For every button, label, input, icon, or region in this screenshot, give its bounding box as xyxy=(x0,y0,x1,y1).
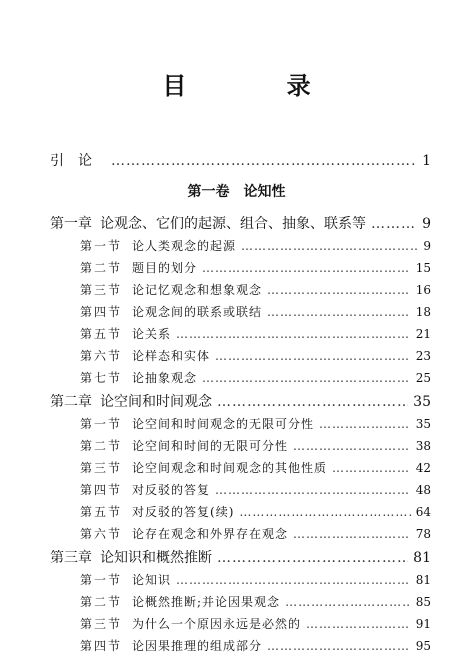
section-label: 第一节 xyxy=(80,239,123,253)
leader-dots xyxy=(215,349,411,363)
volume-title: 第一卷 论知性 xyxy=(187,184,286,200)
section-name: 论存在观念和外界存在观念 xyxy=(132,527,289,541)
toc-section[interactable] xyxy=(80,347,431,364)
toc-section[interactable] xyxy=(80,437,431,454)
section-page: 64 xyxy=(415,505,431,519)
section-label: 第一节 xyxy=(80,573,123,587)
section-label: 第二节 xyxy=(80,261,123,275)
section-label: 第五节 xyxy=(80,505,123,519)
leader-dots xyxy=(293,527,411,541)
toc-section[interactable] xyxy=(80,593,431,610)
section-name: 论空间观念和时间观念的其他性质 xyxy=(132,461,328,475)
section-label: 第五节 xyxy=(80,327,123,341)
chapter-name: 论观念、它们的起源、组合、抽象、联系等 xyxy=(100,216,366,232)
leader-dots xyxy=(176,573,411,587)
section-page: 25 xyxy=(415,371,431,385)
leader-dots xyxy=(267,283,411,297)
section-label: 第三节 xyxy=(80,461,123,475)
section-label: 第二节 xyxy=(80,439,123,453)
section-page: 21 xyxy=(415,327,431,341)
leader-dots xyxy=(267,639,411,653)
section-label: 第一节 xyxy=(80,417,123,431)
section-name: 论观念间的联系或联结 xyxy=(132,305,263,319)
toc-entry-label: 引论 xyxy=(50,153,106,169)
section-page: 81 xyxy=(415,573,431,587)
chapter-label: 第二章 xyxy=(50,394,92,410)
chapter-page: 9 xyxy=(422,216,431,232)
toc-chapter-3[interactable] xyxy=(50,547,431,567)
toc-section[interactable] xyxy=(80,481,431,498)
toc-section[interactable] xyxy=(80,325,431,342)
section-name: 论人类观念的起源 xyxy=(132,239,237,253)
section-name: 为什么一个原因永远是必然的 xyxy=(132,617,302,631)
toc-section[interactable] xyxy=(80,503,431,520)
section-label: 第四节 xyxy=(80,639,123,653)
section-label: 第三节 xyxy=(80,617,123,631)
section-label: 第七节 xyxy=(80,371,123,385)
section-page: 35 xyxy=(415,417,431,431)
section-name: 论空间和时间的无限可分性 xyxy=(132,439,289,453)
section-page: 15 xyxy=(415,261,431,275)
leader-dots xyxy=(217,394,408,410)
toc-section[interactable] xyxy=(80,303,431,320)
section-page: 91 xyxy=(415,617,431,631)
section-name: 论因果推理的组成部分 xyxy=(132,639,263,653)
section-name: 对反驳的答复(续) xyxy=(132,505,235,519)
section-name: 论空间和时间观念的无限可分性 xyxy=(132,417,315,431)
section-label: 第四节 xyxy=(80,483,123,497)
chapter-label: 第一章 xyxy=(50,216,92,232)
toc-section[interactable] xyxy=(80,637,431,654)
toc-section[interactable] xyxy=(80,369,431,386)
toc-section[interactable] xyxy=(80,259,431,276)
section-name: 论记忆观念和想象观念 xyxy=(132,283,263,297)
chapter-page: 35 xyxy=(413,394,431,410)
leader-dots xyxy=(293,439,411,453)
section-label: 第六节 xyxy=(80,349,123,363)
leader-dots xyxy=(111,153,417,169)
section-label: 第六节 xyxy=(80,527,123,541)
leader-dots xyxy=(319,417,411,431)
section-page: 48 xyxy=(415,483,431,497)
toc-section[interactable] xyxy=(80,281,431,298)
chapter-name: 论知识和概然推断 xyxy=(100,550,212,566)
section-label: 第四节 xyxy=(80,305,123,319)
toc-section[interactable] xyxy=(80,525,431,542)
section-label: 第二节 xyxy=(80,595,123,609)
section-name: 论抽象观念 xyxy=(132,371,198,385)
section-page: 16 xyxy=(415,283,431,297)
section-page: 18 xyxy=(415,305,431,319)
toc-section[interactable] xyxy=(80,459,431,476)
page-title: 目 录 xyxy=(162,72,357,100)
toc-section[interactable] xyxy=(80,615,431,632)
chapter-page: 81 xyxy=(413,550,431,566)
section-page: 23 xyxy=(415,349,431,363)
section-page: 78 xyxy=(415,527,431,541)
section-name: 论知识 xyxy=(132,573,172,587)
section-name: 对反驳的答复 xyxy=(132,483,211,497)
section-page: 95 xyxy=(415,639,431,653)
leader-dots xyxy=(241,239,418,253)
section-name: 论关系 xyxy=(132,327,172,341)
leader-dots xyxy=(239,505,410,519)
leader-dots xyxy=(217,550,408,566)
toc-section[interactable] xyxy=(80,415,431,432)
section-name: 论概然推断;并论因果观念 xyxy=(132,595,281,609)
leader-dots xyxy=(202,261,411,275)
section-label: 第三节 xyxy=(80,283,123,297)
leader-dots xyxy=(306,617,411,631)
section-page: 42 xyxy=(415,461,431,475)
section-name: 论样态和实体 xyxy=(132,349,211,363)
section-page: 9 xyxy=(423,239,431,253)
toc-chapter-1[interactable] xyxy=(50,213,431,233)
leader-dots xyxy=(332,461,411,475)
toc-section[interactable] xyxy=(80,237,431,254)
toc-section[interactable] xyxy=(80,571,431,588)
leader-dots xyxy=(215,483,411,497)
chapter-label: 第三章 xyxy=(50,550,92,566)
leader-dots xyxy=(267,305,411,319)
section-name: 题目的划分 xyxy=(132,261,198,275)
leader-dots xyxy=(176,327,411,341)
leader-dots xyxy=(202,371,411,385)
chapter-name: 论空间和时间观念 xyxy=(100,394,212,410)
leader-dots xyxy=(285,595,411,609)
toc-entry-page: 1 xyxy=(422,153,431,169)
section-page: 85 xyxy=(415,595,431,609)
section-page: 38 xyxy=(415,439,431,453)
toc-entry-intro[interactable] xyxy=(50,150,431,170)
toc-chapter-2[interactable] xyxy=(50,391,431,411)
leader-dots xyxy=(371,216,417,232)
